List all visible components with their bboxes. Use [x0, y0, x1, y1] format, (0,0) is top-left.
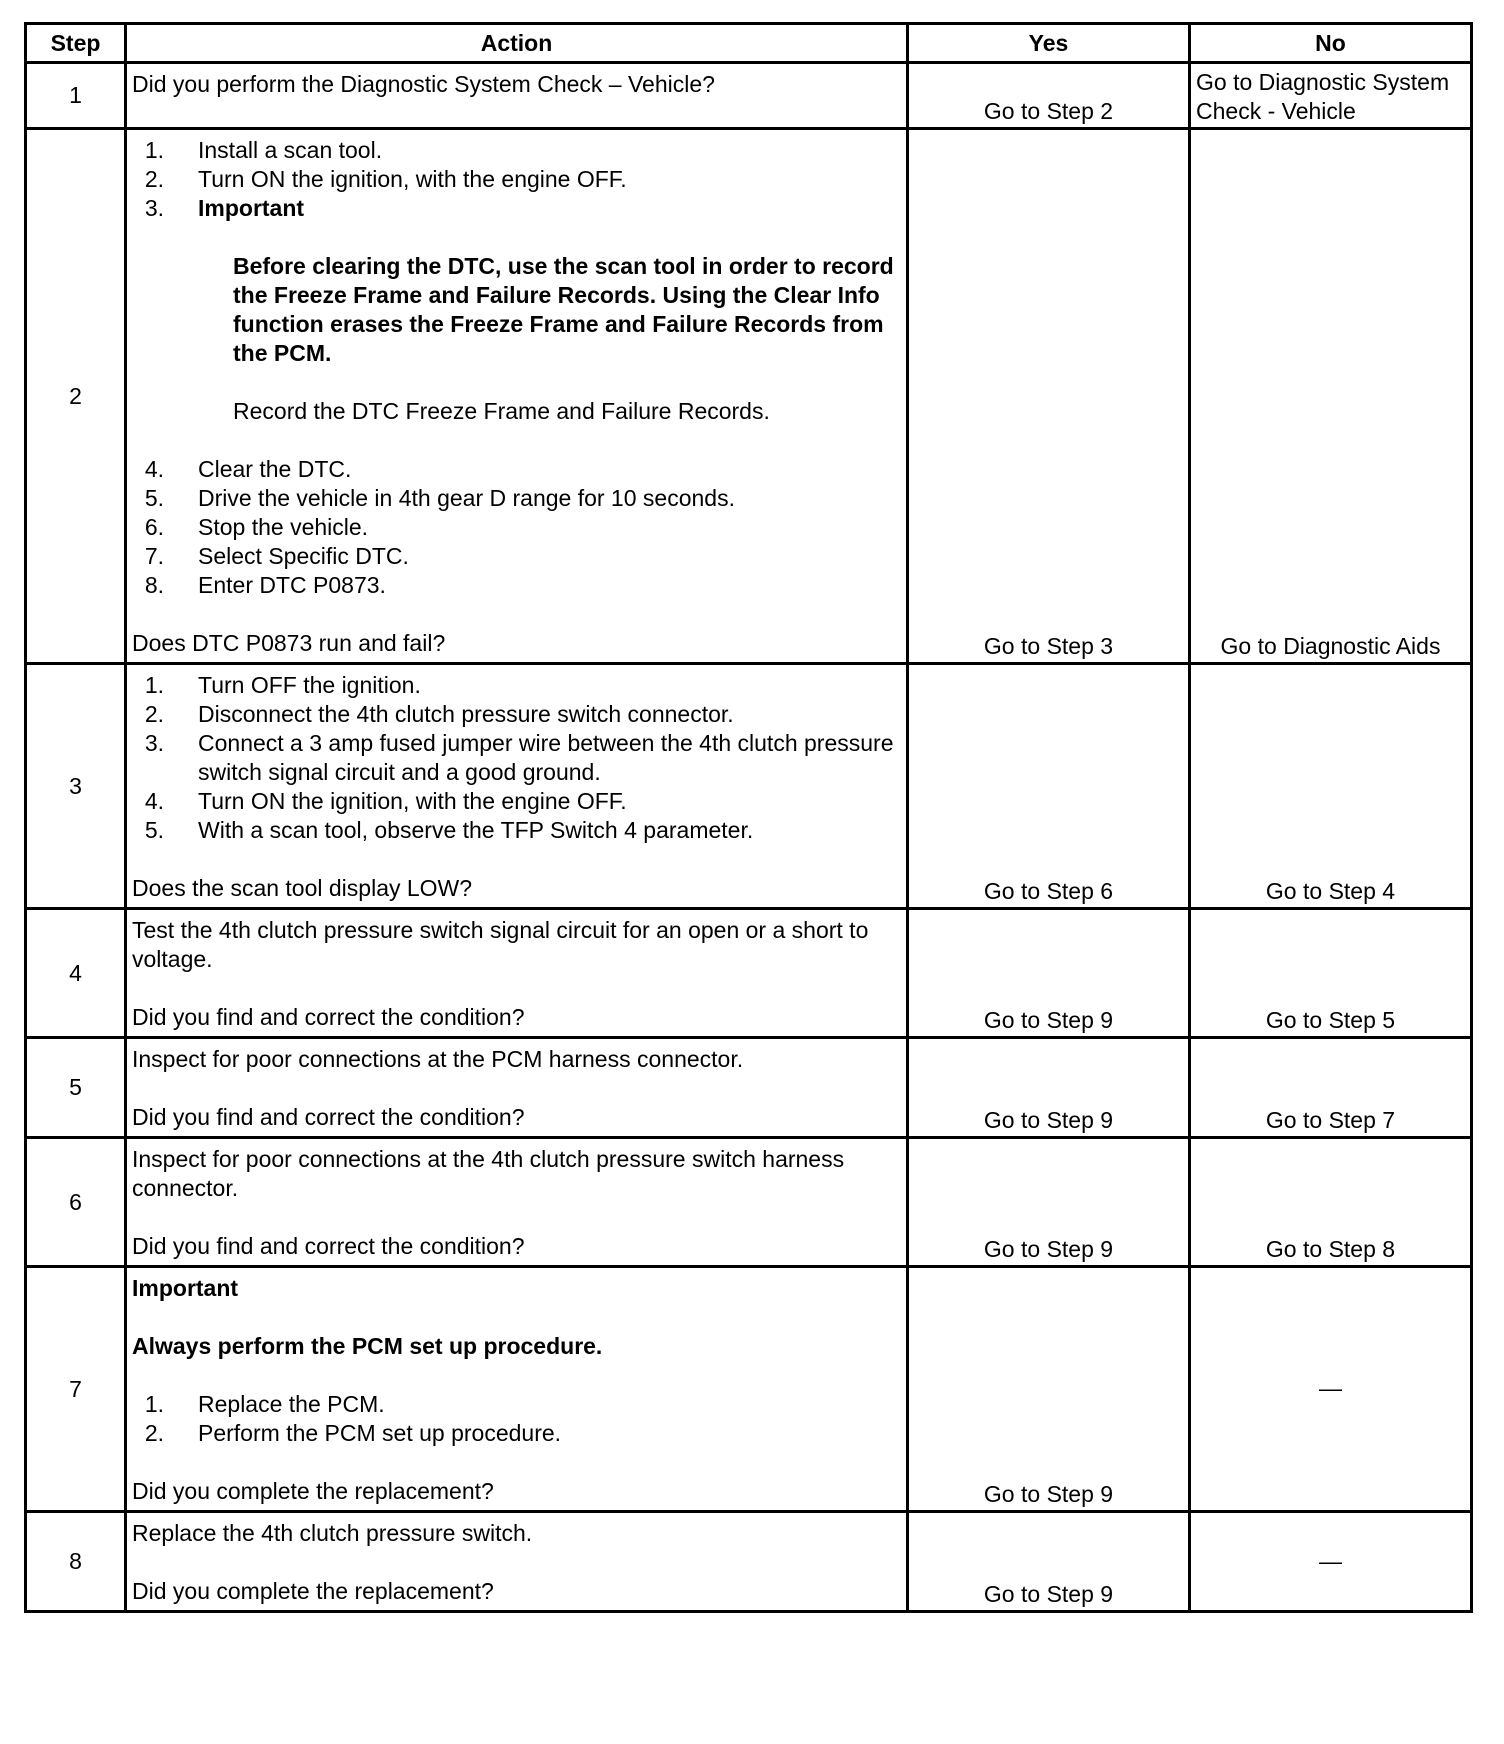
important-note: Before clearing the DTC, use the scan tool in order to record the Freeze Frame and Failure Records. Using the Clear Info function erases the Freeze Frame and Failure Records from the PCM.	[233, 253, 894, 366]
action-cell	[126, 664, 908, 909]
action-list	[132, 455, 900, 600]
step-number: 7	[26, 1267, 126, 1512]
action-cell	[126, 63, 908, 129]
list-item: 2 . Disconnect the 4th clutch pressure switch connector.	[132, 700, 900, 729]
no-cell: —	[1190, 1512, 1472, 1612]
list-item: 7 . Select Specific DTC.	[132, 542, 900, 571]
list-item: 1 . Turn OFF the ignition.	[132, 671, 900, 700]
header-step: Step	[26, 24, 126, 63]
action-text: Test the 4th clutch pressure switch signal circuit for an open or a short to voltage.	[132, 917, 869, 972]
important-note: Always perform the PCM set up procedure.	[132, 1333, 603, 1359]
no-cell: Go to Diagnostic Aids	[1190, 129, 1472, 664]
list-item: 3 . Connect a 3 amp fused jumper wire between the 4th clutch pressure switch signal circuit and a good ground.	[132, 729, 900, 787]
yes-cell: Go to Step 9	[908, 1267, 1190, 1512]
step-number: 4	[26, 909, 126, 1038]
action-list	[132, 1390, 900, 1448]
list-item: 2 . Perform the PCM set up procedure.	[132, 1419, 900, 1448]
action-cell	[126, 1267, 908, 1512]
action-cell	[126, 1138, 908, 1267]
list-item: 1 . Install a scan tool.	[132, 136, 900, 165]
action-cell	[126, 909, 908, 1038]
no-cell: Go to Step 4	[1190, 664, 1472, 909]
action-list	[132, 136, 900, 223]
action-question: Did you perform the Diagnostic System Check – Vehicle?	[132, 71, 715, 97]
no-cell: Go to Step 5	[1190, 909, 1472, 1038]
action-text: Inspect for poor connections at the 4th clutch pressure switch harness connector.	[132, 1146, 845, 1201]
table-row	[26, 1512, 1472, 1612]
no-cell: Go to Diagnostic System Check - Vehicle	[1190, 63, 1472, 129]
yes-cell: Go to Step 9	[908, 909, 1190, 1038]
important-heading: Important	[132, 1275, 239, 1301]
diagnostic-table	[24, 22, 1473, 1613]
action-cell	[126, 1038, 908, 1138]
no-cell: —	[1190, 1267, 1472, 1512]
action-question: Did you find and correct the condition?	[132, 1004, 525, 1030]
table-row	[26, 909, 1472, 1038]
yes-cell: Go to Step 9	[908, 1138, 1190, 1267]
action-question: Does DTC P0873 run and fail?	[132, 630, 446, 656]
action-text: Inspect for poor connections at the PCM harness connector.	[132, 1046, 744, 1072]
list-item: 3 . Important	[132, 194, 900, 223]
step-number: 6	[26, 1138, 126, 1267]
table-row	[26, 1138, 1472, 1267]
table-row	[26, 1038, 1472, 1138]
yes-cell: Go to Step 2	[908, 63, 1190, 129]
step-number: 1	[26, 63, 126, 129]
action-question: Does the scan tool display LOW?	[132, 875, 473, 901]
record-instruction: Record the DTC Freeze Frame and Failure Records.	[233, 398, 770, 424]
list-item: 1 . Replace the PCM.	[132, 1390, 900, 1419]
list-item: 8 . Enter DTC P0873.	[132, 571, 900, 600]
action-question: Did you find and correct the condition?	[132, 1233, 525, 1259]
header-action: Action	[126, 24, 908, 63]
yes-cell: Go to Step 6	[908, 664, 1190, 909]
list-item: 4 . Turn ON the ignition, with the engine OFF.	[132, 787, 900, 816]
action-question: Did you complete the replacement?	[132, 1478, 494, 1504]
action-cell	[126, 129, 908, 664]
no-cell: Go to Step 8	[1190, 1138, 1472, 1267]
diagnostic-table-container	[24, 22, 1470, 1613]
table-row	[26, 129, 1472, 664]
table-row	[26, 63, 1472, 129]
list-item: 5 . Drive the vehicle in 4th gear D range for 10 seconds.	[132, 484, 900, 513]
header-row	[26, 24, 1472, 63]
step-number: 3	[26, 664, 126, 909]
header-no: No	[1190, 24, 1472, 63]
no-cell: Go to Step 7	[1190, 1038, 1472, 1138]
action-question: Did you complete the replacement?	[132, 1578, 494, 1604]
yes-cell: Go to Step 3	[908, 129, 1190, 664]
yes-cell: Go to Step 9	[908, 1512, 1190, 1612]
table-row	[26, 1267, 1472, 1512]
action-list	[132, 671, 900, 845]
action-question: Did you find and correct the condition?	[132, 1104, 525, 1130]
table-row	[26, 664, 1472, 909]
list-item: 4 . Clear the DTC.	[132, 455, 900, 484]
list-item: 6 . Stop the vehicle.	[132, 513, 900, 542]
yes-cell: Go to Step 9	[908, 1038, 1190, 1138]
action-text: Replace the 4th clutch pressure switch.	[132, 1520, 533, 1546]
header-yes: Yes	[908, 24, 1190, 63]
step-number: 5	[26, 1038, 126, 1138]
step-number: 2	[26, 129, 126, 664]
action-cell	[126, 1512, 908, 1612]
list-item: 5 . With a scan tool, observe the TFP Switch 4 parameter.	[132, 816, 900, 845]
list-item: 2 . Turn ON the ignition, with the engine OFF.	[132, 165, 900, 194]
step-number: 8	[26, 1512, 126, 1612]
